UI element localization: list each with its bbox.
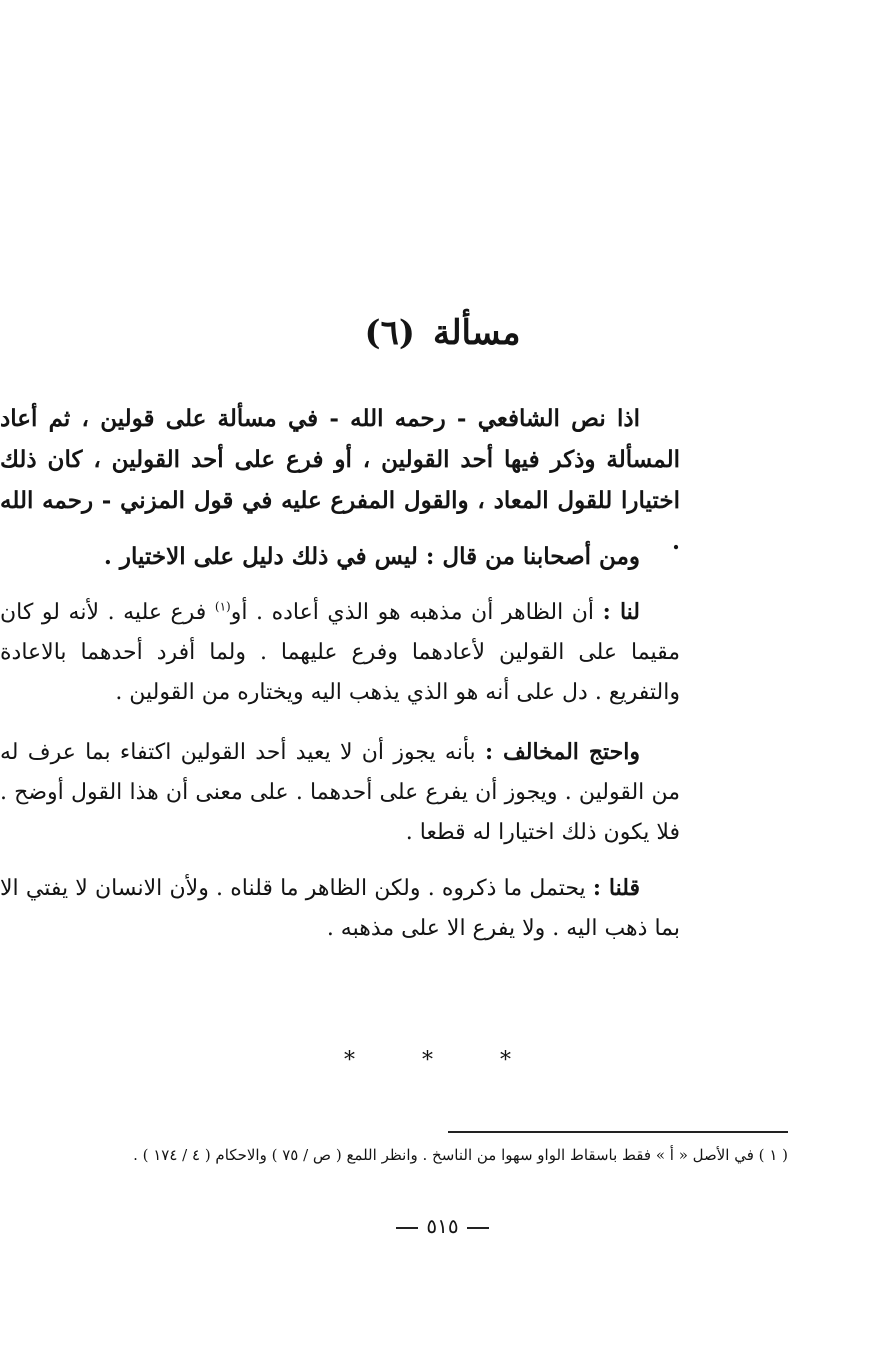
paragraph-3-lead: لنا : xyxy=(602,599,641,625)
dash-left xyxy=(467,1227,489,1229)
paragraph-5 xyxy=(0,868,680,949)
footnote-rule xyxy=(448,1131,788,1133)
page-number-value: ٥١٥ xyxy=(426,1214,459,1238)
paragraph-5-lead: قلنا : xyxy=(592,875,641,901)
paragraph-1-text: اذا نص الشافعي - رحمه الله - في مسألة على قولين ، ثم أعاد المسألة وذكر فيها أحد القولين ، أو فرع على أحد القولين ، كان ذلك اختيارا للقول المعاد ، والقول المفرع عليه في قول المزني - رحمه الله . xyxy=(0,405,680,555)
page-number xyxy=(0,1214,885,1238)
dash-right xyxy=(396,1227,418,1229)
paragraph-2 xyxy=(0,536,680,577)
paragraph-2-text: ومن أصحابنا من قال : ليس في ذلك دليل على الاختيار . xyxy=(103,543,640,570)
footnote-ref: (١) xyxy=(214,599,231,614)
heading-word: مسألة xyxy=(432,313,521,353)
section-separator: * * * xyxy=(344,1048,541,1073)
issue-heading xyxy=(0,308,885,358)
paragraph-3-text-a: أن الظاهر أن مذهبه هو الذي أعاده . أو xyxy=(230,600,595,625)
paragraph-4-lead: واحتج المخالف : xyxy=(484,739,641,765)
paragraph-3-text-b: فرع عليه . لأنه لو كان مقيما على القولين لأعادهما وفرع عليهما . ولما أفرد أحدهما بالاعادة والتفريع . دل على أنه هو الذي يذهب اليه ويختاره من القولين . xyxy=(0,600,680,705)
footnote: ( ١ ) في الأصل « أ » فقط باسقاط الواو سهوا من الناسخ . وانظر اللمع ( ص / ٧٥ ) والاحكام ( ٤ / ١٧٤ ) . xyxy=(133,1146,788,1164)
paragraph-5-text: يحتمل ما ذكروه . ولكن الظاهر ما قلناه . ولأن الانسان لا يفتي الا بما ذهب اليه . ولا يفرع الا على مذهبه . xyxy=(0,876,680,941)
heading-number: (٦) xyxy=(364,313,415,353)
paragraph-4 xyxy=(0,732,680,853)
paragraph-4-text: بأنه يجوز أن لا يعيد أحد القولين اكتفاء بما عرف له من القولين . ويجوز أن يفرع على أحدهما . على معنى أن هذا القول أوضح . فلا يكون ذلك اختيارا له قطعا . xyxy=(0,740,680,845)
paragraph-3 xyxy=(0,592,680,713)
